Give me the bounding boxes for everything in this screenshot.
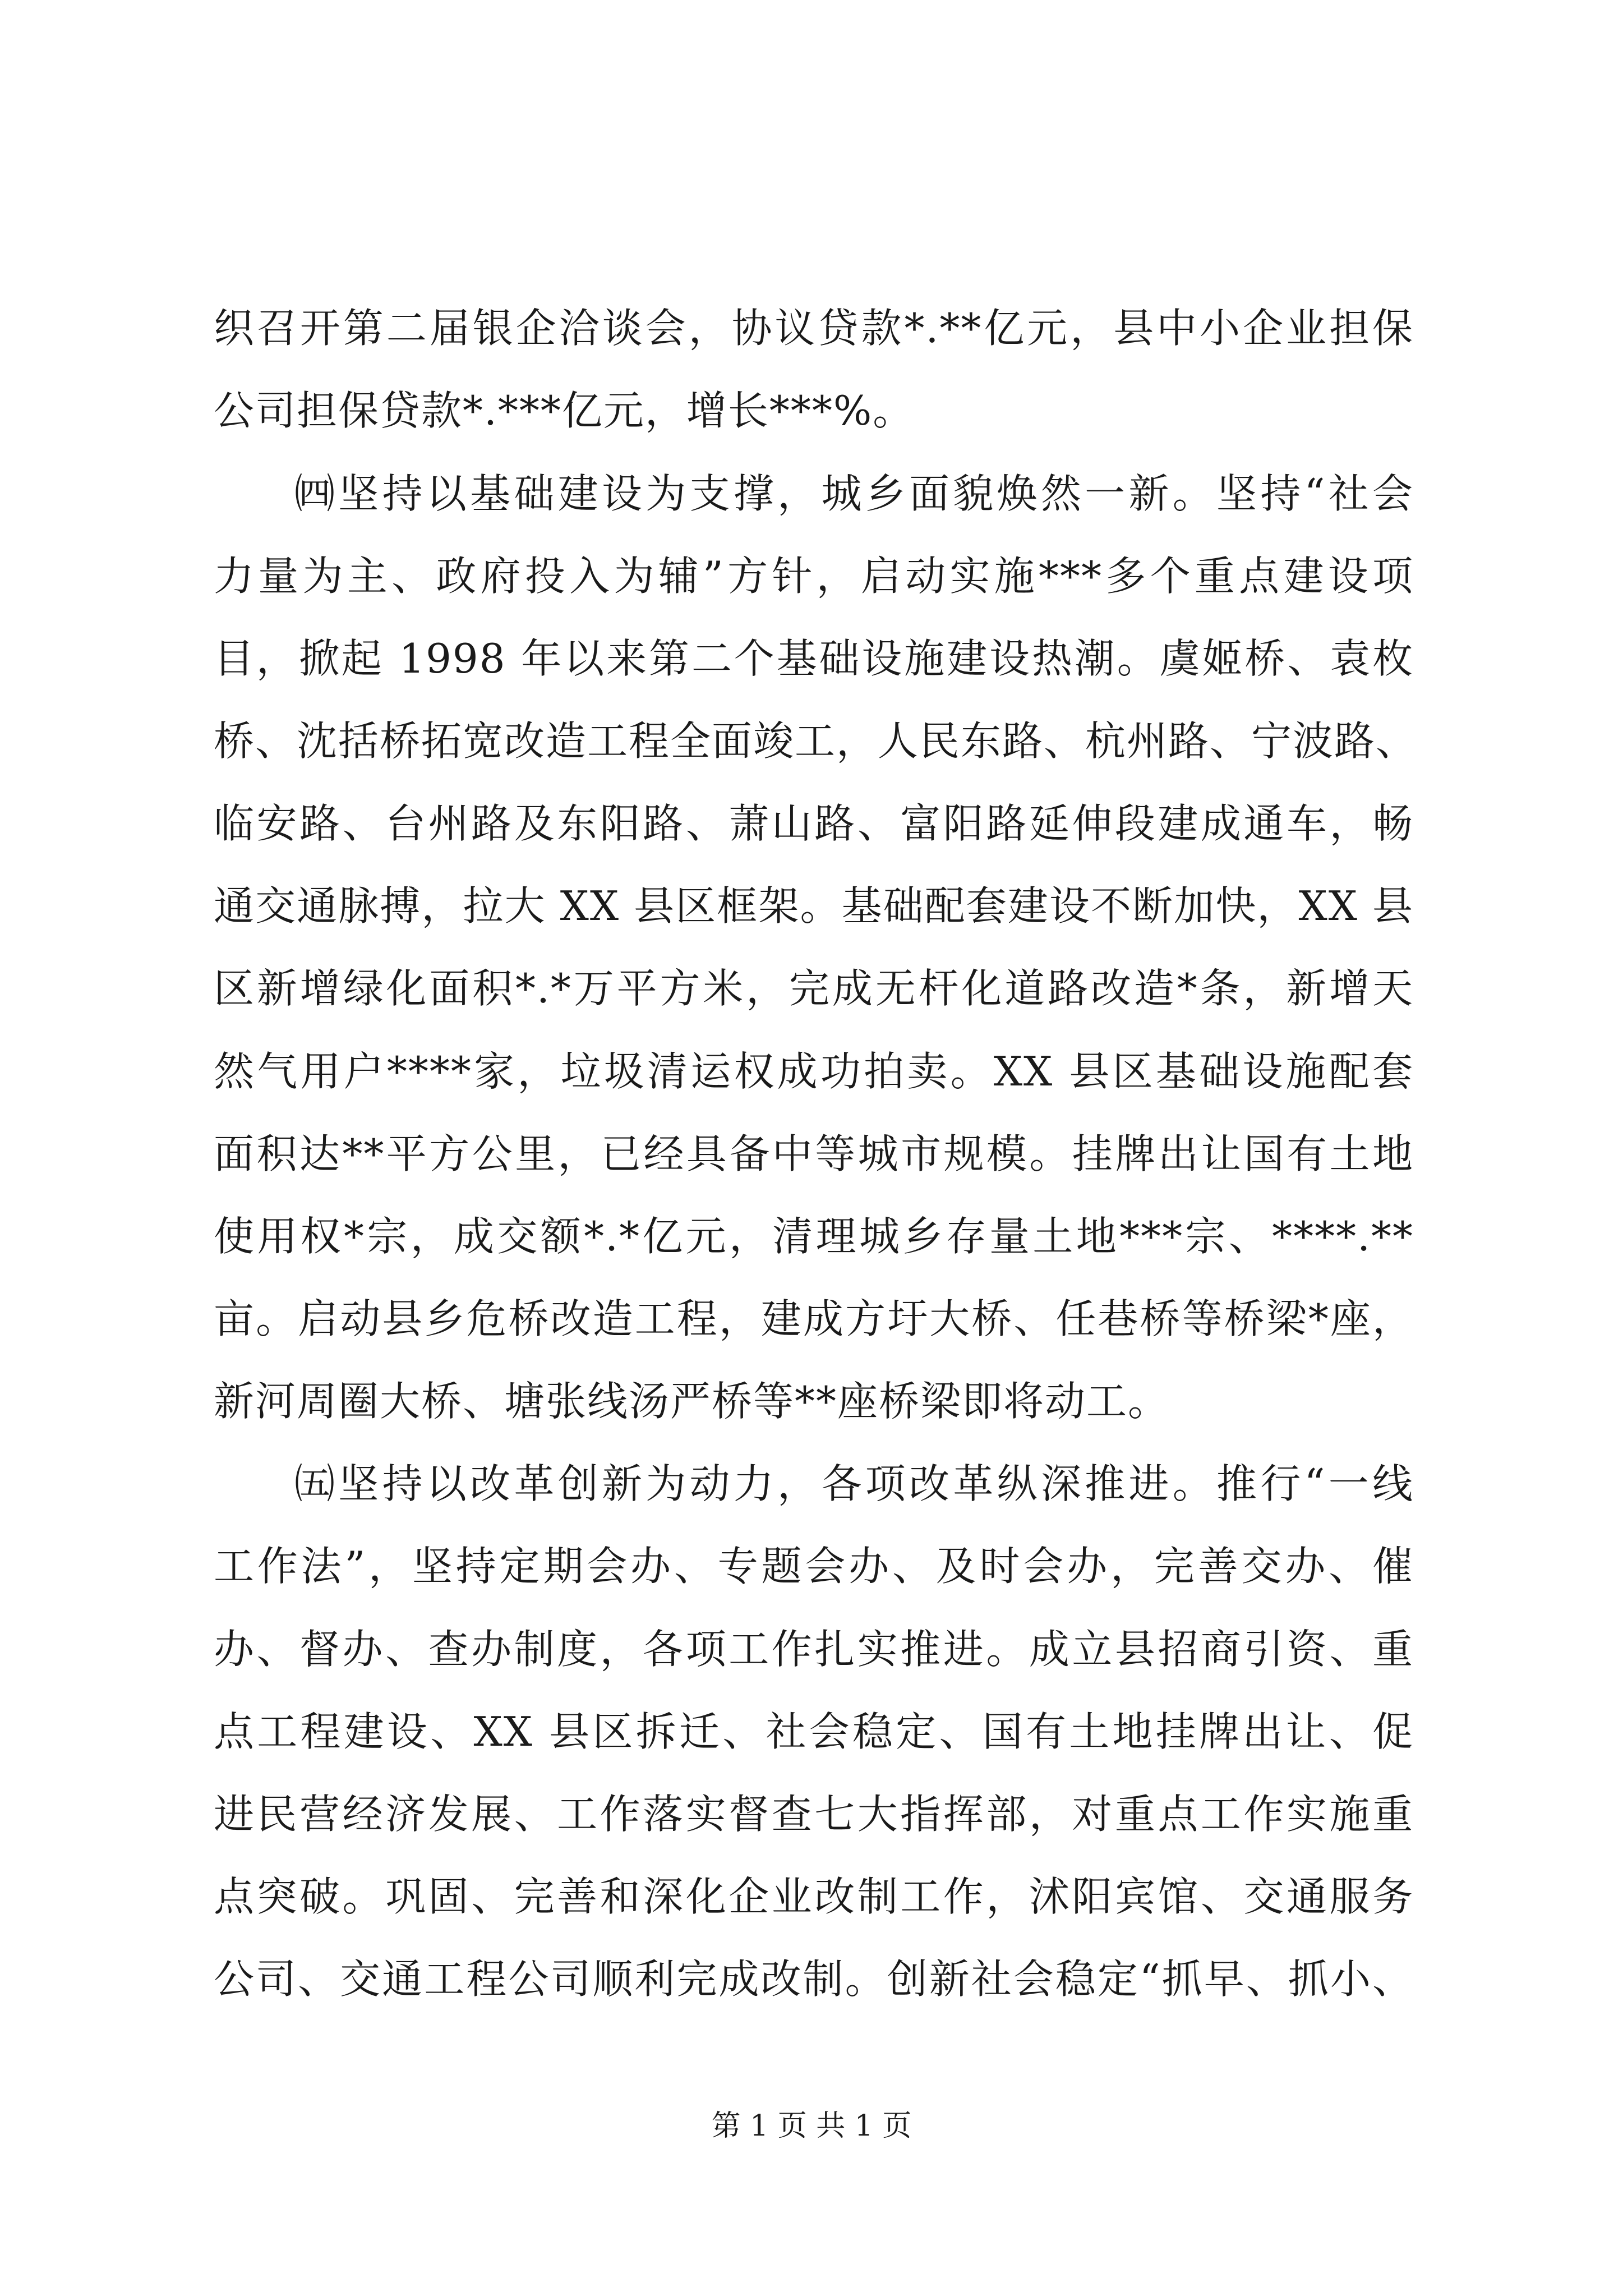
body-text-line: 亩。启动县乡危桥改造工程，建成方圩大桥、任巷桥等桥梁*座， bbox=[214, 1295, 1414, 1342]
body-text-line: 公司担保贷款*.***亿元，增长***%。 bbox=[214, 387, 915, 434]
body-text-line: 点工程建设、XX 县区拆迁、社会稳定、国有土地挂牌出让、促 bbox=[214, 1708, 1414, 1755]
body-text-line: 桥、沈括桥拓宽改造工程全面竣工，人民东路、杭州路、宁波路、 bbox=[214, 717, 1418, 765]
body-text-line: 工作法”，坚持定期会办、专题会办、及时会办，完善交办、催 bbox=[214, 1543, 1414, 1590]
body-text-line: 公司、交通工程公司顺利完成改制。创新社会稳定“抓早、抓小、 bbox=[214, 1955, 1414, 2003]
page-footer: 第 1 页 共 1 页 bbox=[711, 2109, 912, 2143]
section-5-heading-line: ㈤坚持以改革创新为动力，各项改革纵深推进。推行“一线 bbox=[294, 1460, 1414, 1507]
body-text-line: 区新增绿化面积*.*万平方米，完成无杆化道路改造*条，新增天 bbox=[214, 965, 1414, 1012]
body-text-line: 临安路、台州路及东阳路、萧山路、富阳路延伸段建成通车，畅 bbox=[214, 800, 1414, 847]
body-text-line: 点突破。巩固、完善和深化企业改制工作，沭阳宾馆、交通服务 bbox=[214, 1873, 1414, 1920]
body-text-line: 办、督办、查办制度，各项工作扎实推进。成立县招商引资、重 bbox=[214, 1626, 1414, 1673]
body-text-line: 然气用户****家，垃圾清运权成功拍卖。XX 县区基础设施配套 bbox=[214, 1048, 1414, 1095]
body-text-line: 新河周圈大桥、塘张线汤严桥等**座桥梁即将动工。 bbox=[214, 1378, 1170, 1425]
body-text-line: 织召开第二届银企洽谈会，协议贷款*.**亿元，县中小企业担保 bbox=[214, 305, 1414, 352]
body-text-line: 力量为主、政府投入为辅”方针，启动实施***多个重点建设项 bbox=[214, 553, 1414, 600]
body-text-line: 目，掀起 1998 年以来第二个基础设施建设热潮。虞姬桥、袁枚 bbox=[214, 635, 1414, 682]
section-4-heading-line: ㈣坚持以基础建设为支撑，城乡面貌焕然一新。坚持“社会 bbox=[294, 470, 1414, 517]
body-text-line: 进民营经济发展、工作落实督查七大指挥部，对重点工作实施重 bbox=[214, 1791, 1414, 1838]
body-text-line: 面积达**平方公里，已经具备中等城市规模。挂牌出让国有土地 bbox=[214, 1130, 1414, 1177]
body-text-line: 通交通脉搏，拉大 XX 县区框架。基础配套建设不断加快，XX 县 bbox=[214, 882, 1414, 930]
body-text-line: 使用权*宗，成交额*.*亿元，清理城乡存量土地***宗、****.** bbox=[214, 1213, 1414, 1260]
